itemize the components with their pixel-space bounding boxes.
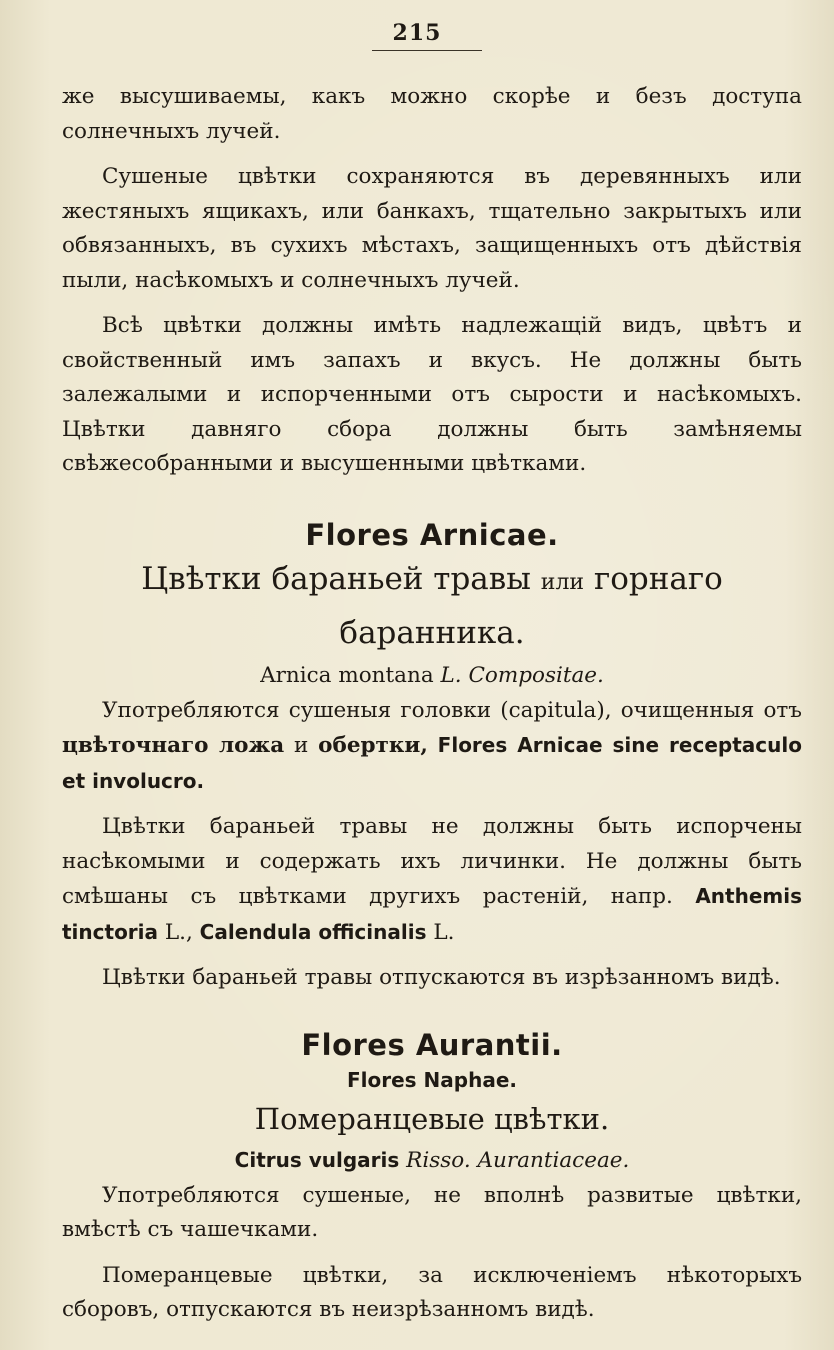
aurantii-russian-title: Померанцевые цвѣтки. (254, 1101, 610, 1136)
arnica-p1-e: , (420, 733, 428, 758)
header-rule (372, 50, 482, 51)
arnica-russian-title-b: горнаго баранника. (339, 560, 723, 651)
section-gap (62, 996, 802, 1026)
arnica-paragraph-1 (62, 694, 802, 800)
aurantii-paragraph-1: Употребляются сушеные, не вполнѣ развитые цвѣтки, вмѣстѣ съ чашечками. (62, 1182, 802, 1242)
aurantii-species-author: Risso. (406, 1147, 471, 1173)
arnica-species-line (62, 658, 802, 694)
arnica-p1-b: цвѣточнаго ложа (62, 733, 285, 758)
arnica-russian-title-conj: или (540, 569, 585, 595)
arnica-p2-b: Anthemis tinctoria (62, 884, 802, 944)
arnica-p1-d: обертки (318, 733, 421, 758)
arnica-p1-c: и (293, 733, 309, 758)
arnica-russian-title-a: Цвѣтки бараньей травы (141, 560, 531, 597)
intro-paragraph-1: же высушиваемы, какъ можно скорѣе и безъ доступа солнечныхъ лучей. (62, 84, 802, 144)
intro-paragraph-2: Сушеные цвѣтки сохраняются въ деревянныхъ или жестяныхъ ящикахъ, или банкахъ, тщательно закрытыхъ или обвязанныхъ, въ сухихъ мѣстахъ, защищенныхъ отъ дѣйствія пыли, насѣкомыхъ и солнечныхъ лучей. (62, 164, 802, 293)
page-body (62, 80, 802, 1328)
section-aurantii (62, 1026, 802, 1328)
aurantii-latin-subtitle: Flores Naphae. (347, 1067, 517, 1092)
section-gap (62, 482, 802, 516)
aurantii-species-line (62, 1142, 802, 1179)
arnica-p1-a: Употребляются сушеныя головки (capitula), очищенныя отъ (102, 697, 802, 723)
aurantii-latin-title: Flores Aurantii. (301, 1027, 563, 1062)
arnica-p2-c: L., (164, 919, 193, 945)
page-number: 215 (392, 20, 442, 46)
arnica-p2-e: L. (433, 919, 455, 945)
aurantii-species-name: Citrus vulgaris (234, 1147, 400, 1172)
arnica-russian-title (62, 554, 802, 658)
section-arnica (62, 516, 802, 996)
aurantii-species-family: Aurantiaceae. (477, 1147, 630, 1173)
aurantii-paragraph-2: Померанцевые цвѣтки, за исключеніемъ нѣкоторыхъ сборовъ, отпускаются въ неизрѣзанномъ видѣ. (62, 1262, 802, 1322)
arnica-species-author: L. (440, 662, 462, 688)
arnica-p1-f: Flores Arnicae sine receptaculo et involucro. (62, 733, 802, 793)
arnica-latin-title: Flores Arnicae. (305, 517, 559, 552)
arnica-p2-d: Calendula officinalis (199, 919, 427, 944)
arnica-species-name: Arnica montana (260, 662, 434, 688)
arnica-paragraph-3: Цвѣтки бараньей травы отпускаются въ изрѣзанномъ видѣ. (102, 965, 781, 990)
arnica-paragraph-2 (62, 810, 802, 950)
arnica-p2-a: Цвѣтки бараньей травы не должны быть испорчены насѣкомыми и содержать ихъ личинки. Не должны быть смѣшаны съ цвѣтками другихъ растеній, напр. (62, 814, 802, 909)
intro-paragraph-3: Всѣ цвѣтки должны имѣть надлежащій видъ, цвѣтъ и свойственный имъ запахъ и вкусъ. Не должны быть залежалыми и испорченными отъ сырости и насѣкомыхъ. Цвѣтки давняго сбора должны быть замѣняемы свѣжесобранными и высушенными цвѣтками. (62, 313, 802, 476)
arnica-species-family: Compositae. (468, 662, 604, 688)
